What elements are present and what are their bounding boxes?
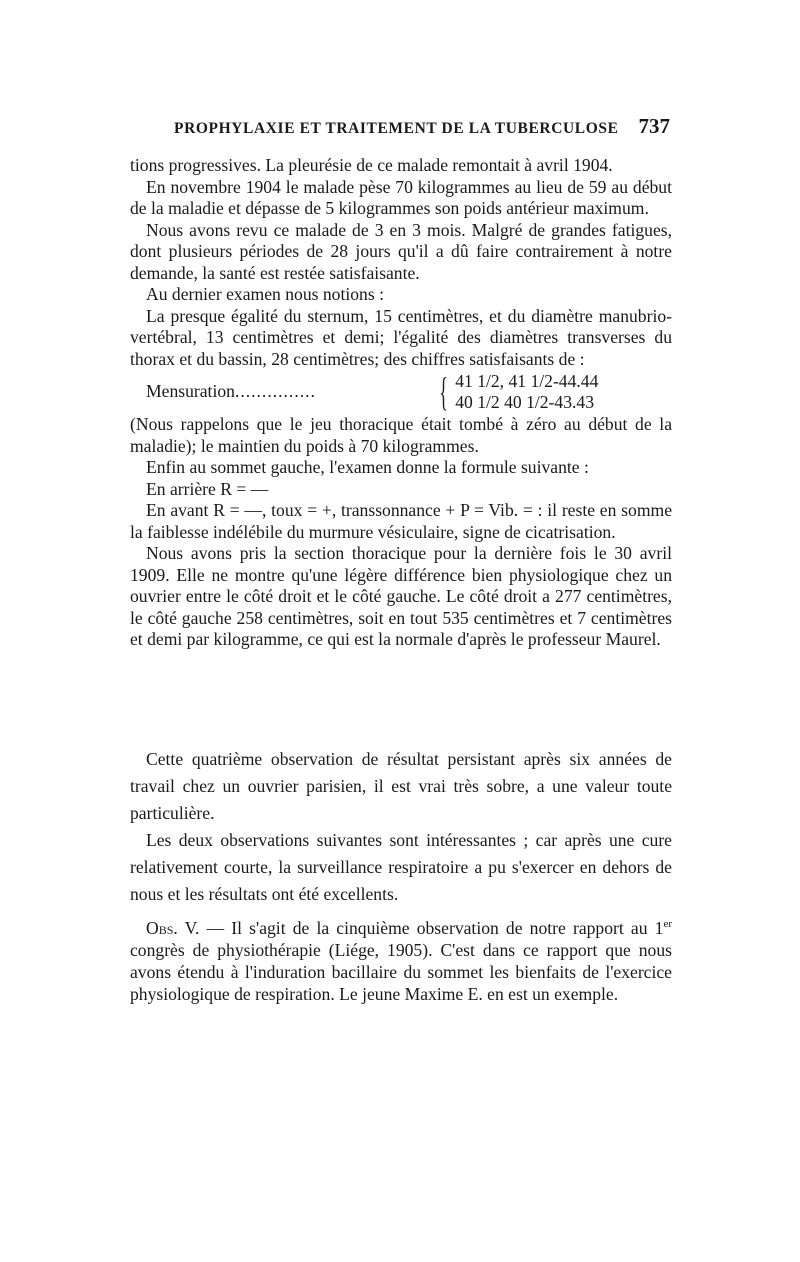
paragraph: En avant R = —, toux = +, transsonnance + P = Vib. = : il reste en somme la faiblesse indélébile du murmure vésiculaire, signe de cicatrisation. — [130, 500, 672, 542]
observation-block — [130, 917, 672, 1005]
paragraph: La presque égalité du sternum, 15 centimètres, et du diamètre manubrio-vertébral, 13 centimètres et demi; l'égalité des diamètres transverses du thorax et du bassin, 28 centimètres; des chiffres satisfaisants de : — [130, 305, 672, 369]
paragraph: Nous avons pris la section thoracique pour la dernière fois le 30 avril 1909. Elle ne montre qu'une légère différence bien physiologique chez un ouvrier entre le côté droit et le côté gauche. Le côté droit a 277 centimètres, le côté gauche 258 centimètres, soit en tout 535 centimètres et 7 centimètres et demi par kilogramme, ce qui est la normale d'après le professeur Maurel. — [130, 543, 672, 649]
mensuration-line-1: 41 1/2, 41 1/2-44.44 — [455, 371, 599, 391]
paragraph: Les deux observations suivantes sont intéressantes ; car après une cure relativement courte, la surveillance respiratoire a pu s'exercer en dehors de nous et les résultats ont été excellents. — [130, 830, 672, 904]
paragraph: Nous avons revu ce malade de 3 en 3 mois. Malgré de grandes fatigues, dont plusieurs périodes de 28 jours qu'il a dû faire contrairement à notre demande, la santé est restée satisfaisante. — [130, 219, 672, 283]
observation-paragraph: Obs. V. — Il s'agit de la cinquième observation de notre rapport au 1er congrès de physiothérapie (Liége, 1905). C'est dans ce rapport que nous avons étendu à l'induration bacillaire du sommet les bienfaits de l'exercice physiologique de respiration. Le jeune Maxime E. en est un exemple. — [130, 918, 672, 1004]
mensuration-row — [146, 370, 672, 414]
paragraph: Au dernier examen nous notions : — [146, 284, 384, 304]
paragraph: En novembre 1904 le malade pèse 70 kilogrammes au lieu de 59 au début de la maladie et dépasse de 5 kilogrammes son poids antérieur maximum. — [130, 176, 672, 218]
body-text-top — [130, 155, 672, 651]
mensuration-line-2: 40 1/2 40 1/2-43.43 — [455, 392, 594, 412]
brace-icon: { — [439, 369, 448, 414]
mensuration-values — [455, 371, 598, 413]
mensuration-label: Mensuration — [146, 381, 235, 402]
paragraph: Enfin au sommet gauche, l'examen donne la formule suivante : — [146, 457, 589, 477]
leader-dots: ............... — [234, 381, 316, 402]
body-text-middle — [130, 746, 672, 908]
paragraph: (Nous rappelons que le jeu thoracique était tombé à zéro au début de la maladie); le maintien du poids à 70 kilogrammes. — [130, 414, 672, 456]
paragraph: tions progressives. La pleurésie de ce malade remontait à avril 1904. — [130, 155, 613, 175]
paragraph: Cette quatrième observation de résultat persistant après six années de travail chez un ouvrier parisien, il est vrai très sobre, a une valeur toute particulière. — [130, 749, 672, 823]
page-number: 737 — [638, 114, 670, 138]
page-header — [130, 114, 670, 139]
observation-lead: Obs. V. — [146, 918, 200, 938]
running-title: PROPHYLAXIE ET TRAITEMENT DE LA TUBERCULOSE — [174, 120, 619, 137]
paragraph: En arrière R = — — [146, 478, 269, 499]
